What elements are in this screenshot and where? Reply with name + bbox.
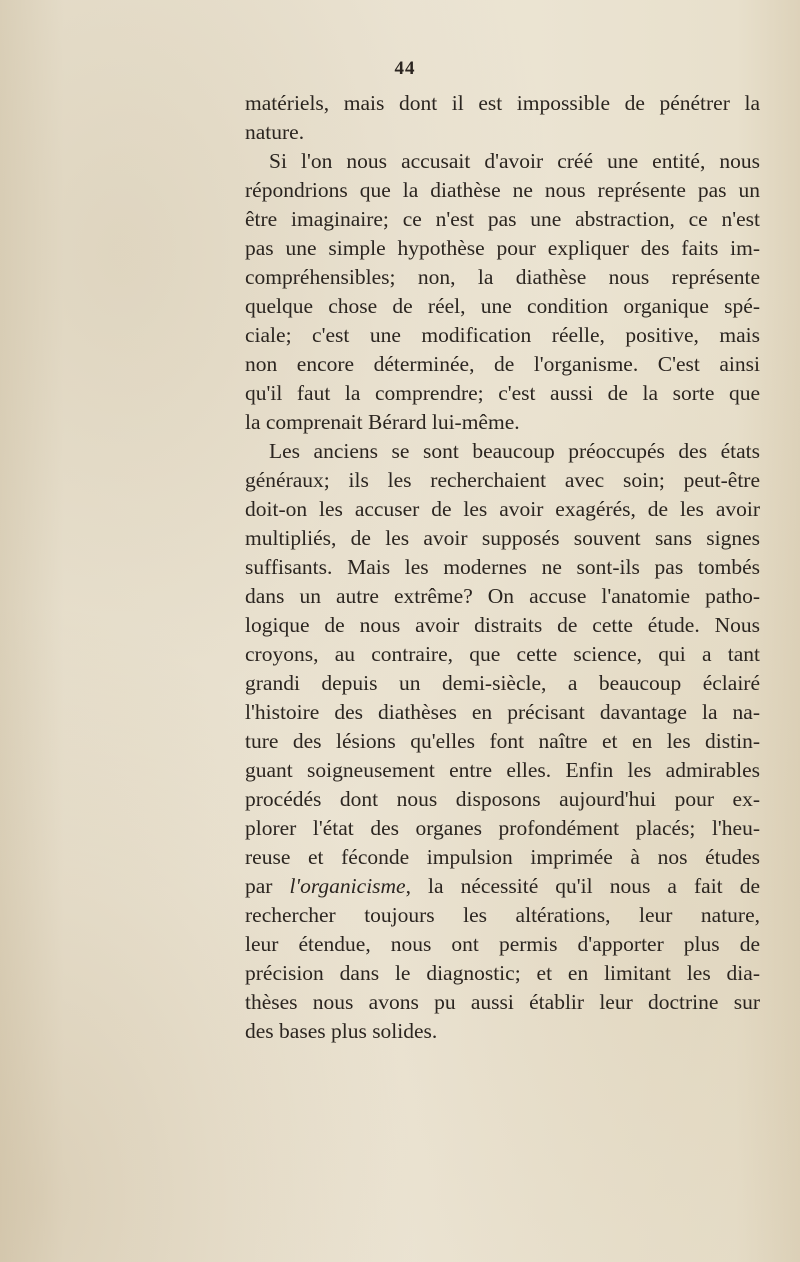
text-line: nature. [245,120,305,144]
text-line: matériels, mais dont il est impossible de pénétrer la [245,91,760,115]
text-line: procédés dont nous disposons aujourd'hui pour ex- [245,787,760,811]
paragraph [245,89,760,147]
text-line: thèses nous avons pu aussi établir leur doctrine sur [245,990,760,1014]
text-line: leur étendue, nous ont permis d'apporter plus de [245,932,760,956]
text-line: quelque chose de réel, une condition organique spé- [245,294,760,318]
text-line: logique de nous avoir distraits de cette étude. Nous [245,613,760,637]
text-line: rechercher toujours les altérations, leur nature, [245,903,760,927]
text-line: grandi depuis un demi-siècle, a beaucoup éclairé [245,671,760,695]
text-line: plorer l'état des organes profondément placés; l'heu- [245,816,760,840]
paragraph [245,147,760,437]
text-line: Les anciens se sont beaucoup préoccupés des états [269,439,760,463]
text-line: reuse et féconde impulsion imprimée à nos études [245,845,760,869]
text-line: ture des lésions qu'elles font naître et en les distin- [245,729,760,753]
text-line: pas une simple hypothèse pour expliquer des faits im- [245,236,760,260]
text-line: multipliés, de les avoir supposés souvent sans signes [245,526,760,550]
text-line: ciale; c'est une modification réelle, positive, mais [245,323,760,347]
text-line: doit-on les accuser de les avoir exagérés, de les avoir [245,497,760,521]
text-line: des bases plus solides. [245,1019,438,1043]
text-line: précision dans le diagnostic; et en limitant les dia- [245,961,760,985]
text-line: guant soigneusement entre elles. Enfin les admirables [245,758,760,782]
text-line: Si l'on nous accusait d'avoir créé une entité, nous [269,149,760,173]
text-line: suffisants. Mais les modernes ne sont-ils pas tombés [245,555,760,579]
italic-term: l'organicisme [289,874,406,898]
text-line: compréhensibles; non, la diathèse nous représente [245,265,760,289]
text-line: dans un autre extrême? On accuse l'anatomie patho- [245,584,760,608]
text-line: répondrions que la diathèse ne nous représente pas un [245,178,760,202]
text-line: croyons, au contraire, que cette science, qui a tant [245,642,760,666]
text-line: la comprenait Bérard lui-même. [245,410,520,434]
text-line: non encore déterminée, de l'organisme. C'est ainsi [245,352,760,376]
text-line: être imaginaire; ce n'est pas une abstraction, ce n'est [245,207,760,231]
text-line: par l'organicisme, la nécessité qu'il nous a fait de [245,874,761,898]
text-line: qu'il faut la comprendre; c'est aussi de la sorte que [245,381,760,405]
paragraph [245,437,760,1046]
text-line: l'histoire des diathèses en précisant davantage la na- [245,700,760,724]
page-number: 44 [394,58,416,79]
body-text [245,89,760,1046]
text-line: généraux; ils les recherchaient avec soin; peut-être [245,468,760,492]
